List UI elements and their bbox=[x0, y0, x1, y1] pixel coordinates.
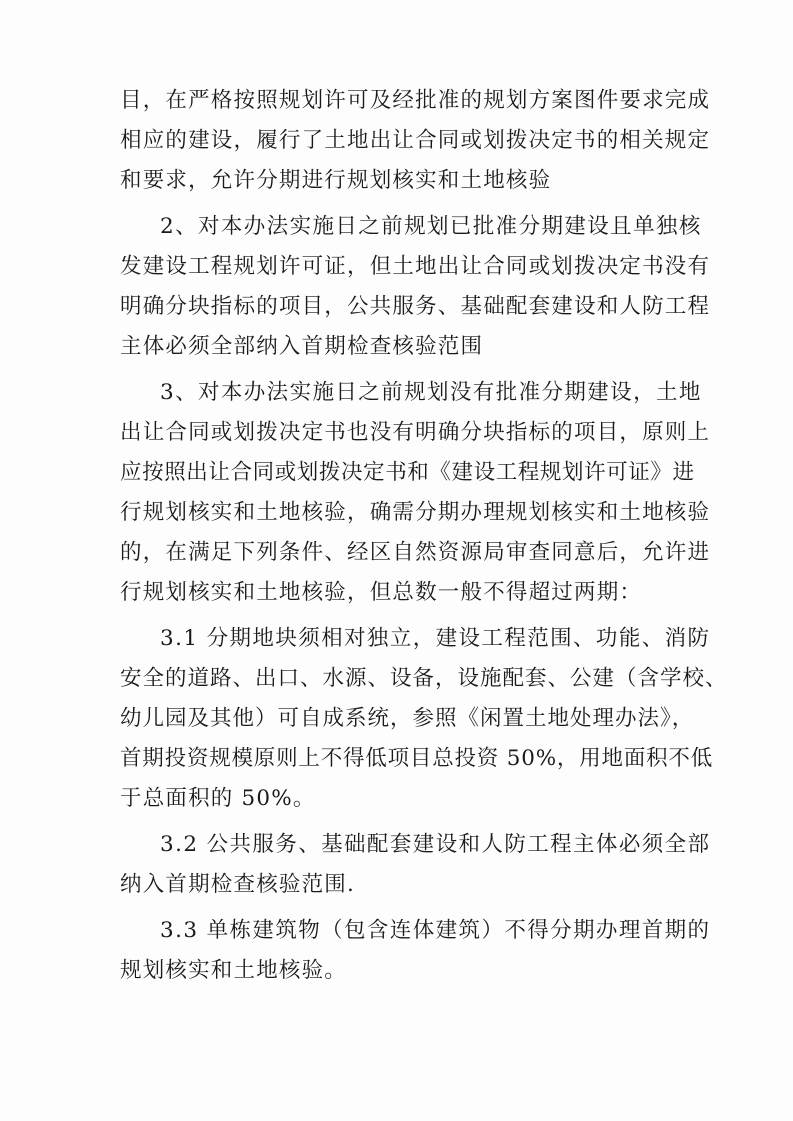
text-line: 3.1 分期地块须相对独立，建设工程范围、功能、消防 bbox=[160, 626, 711, 651]
text-line: 3.2 公共服务、基础配套建设和人防工程主体必须全部 bbox=[160, 832, 711, 857]
text-line: 和要求，允许分期进行规划核实和土地核验 bbox=[120, 168, 552, 193]
text-line: 发建设工程规划许可证，但土地出让合同或划拨决定书没有 bbox=[120, 254, 711, 279]
text-line: 安全的道路、出口、水源、设备，设施配套、公建（含学校、 bbox=[120, 666, 728, 691]
text-line: 行规划核实和土地核验，但总数一般不得超过两期： bbox=[120, 580, 643, 605]
text-line: 应按照出让合同或划拨决定书和《建设工程规划许可证》进 bbox=[120, 460, 695, 485]
text-line: 2、对本办法实施日之前规划已批准分期建设且单独核 bbox=[160, 214, 702, 239]
text-line: 目，在严格按照规划许可及经批准的规划方案图件要求完成 bbox=[120, 88, 711, 113]
text-line: 出让合同或划拨决定书也没有明确分块指标的项目，原则上 bbox=[120, 420, 711, 445]
text-line: 于总面积的 50%。 bbox=[120, 786, 316, 811]
text-line: 纳入首期检查核验范围. bbox=[120, 872, 356, 897]
text-line: 明确分块指标的项目，公共服务、基础配套建设和人防工程 bbox=[120, 294, 711, 319]
text-line: 相应的建设，履行了土地出让合同或划拨决定书的相关规定 bbox=[120, 128, 711, 153]
text-line: 主体必须全部纳入首期检查核验范围 bbox=[120, 334, 484, 359]
text-line: 规划核实和土地核验。 bbox=[120, 958, 348, 983]
text-line: 行规划核实和土地核验，确需分期办理规划核实和土地核验 bbox=[120, 500, 711, 525]
text-line: 3.3 单栋建筑物（包含连体建筑）不得分期办理首期的 bbox=[160, 918, 711, 943]
text-line: 首期投资规模原则上不得低项目总投资 50%，用地面积不低 bbox=[120, 746, 714, 771]
text-line: 3、对本办法实施日之前规划没有批准分期建设，土地 bbox=[160, 380, 702, 405]
text-line: 的，在满足下列条件、经区自然资源局审查同意后，允许进 bbox=[120, 540, 711, 565]
text-line: 幼儿园及其他）可自成系统，参照《闲置土地处理办法》， bbox=[120, 706, 695, 731]
